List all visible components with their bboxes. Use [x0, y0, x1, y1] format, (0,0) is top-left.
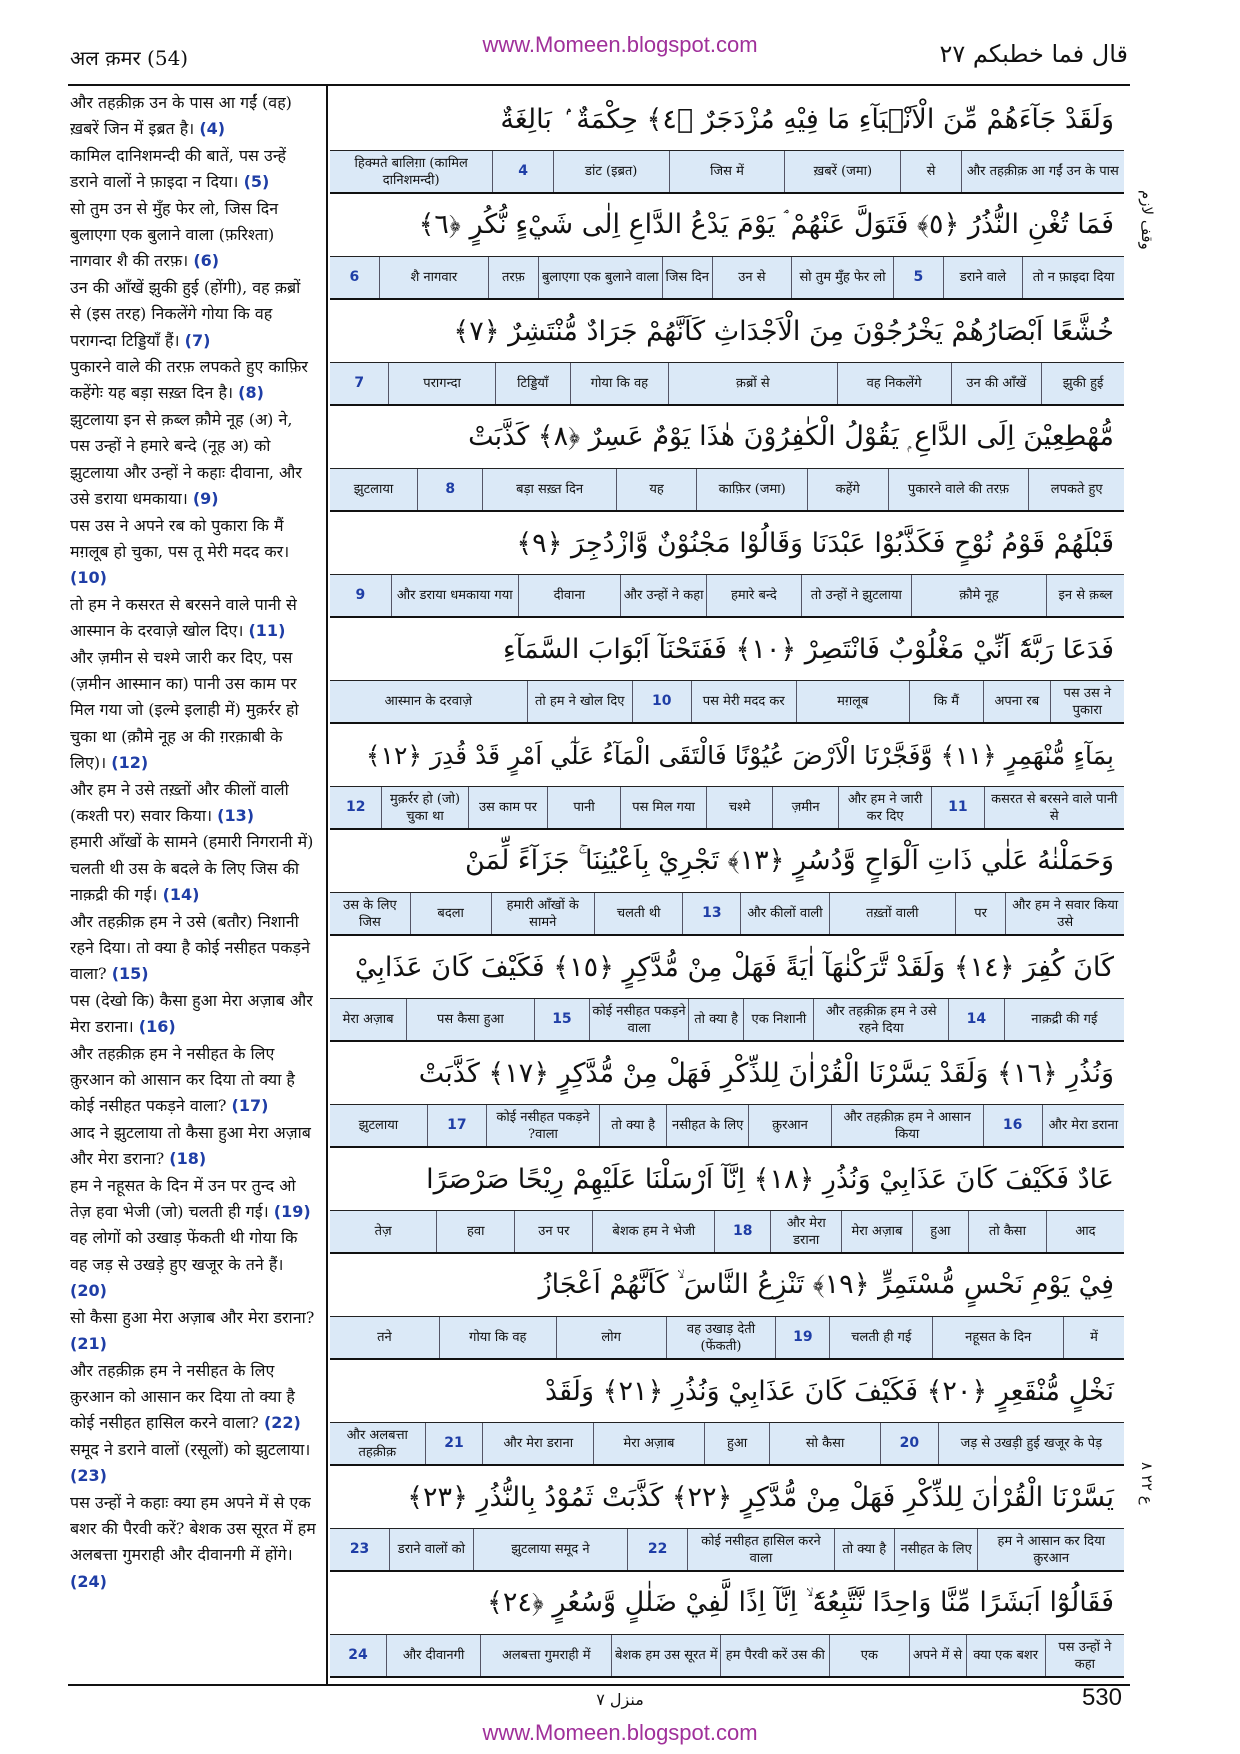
word-meaning-cell: वह निकलेंगे: [837, 363, 951, 404]
arabic-verse-line: [330, 88, 1124, 151]
verse-number: (6): [193, 251, 220, 271]
word-meaning-cell: यह: [616, 469, 697, 510]
translation-paragraph: [70, 275, 316, 354]
word-meaning-cell: उन पर: [514, 1211, 592, 1252]
word-meaning-cell: में: [1063, 1317, 1124, 1358]
translation-text: वह लोगों को उखाड़ फेंकती थी गोया कि वह जड़ से उखड़े हुए खजूर के तने हैं।: [70, 1228, 298, 1274]
verse-number: (11): [248, 621, 286, 641]
word-translation-row: [330, 1423, 1124, 1466]
word-translation-row: [330, 787, 1124, 830]
verse-number-cell: 18: [714, 1211, 770, 1252]
word-meaning-cell: कोई नसीहत पकड़ने वाला: [589, 999, 688, 1040]
word-meaning-cell: और हम ने सवार किया उसे: [1005, 893, 1124, 934]
word-meaning-cell: और दीवानगी: [386, 1635, 480, 1676]
word-meaning-cell: उस के लिए जिस: [343, 897, 397, 930]
translation-text: झुटलाया इन से क़ब्ल क़ौमे नूह (अ) ने, पस उन्हों ने हमारे बन्दे (नूह अ) को झुटलाया और उन्हों ने कहाः दीवाना, और उसे डराया धमकाया।: [70, 409, 302, 509]
verse-number: (14): [162, 885, 200, 905]
word-meaning-cell: पुकारने वाले की तरफ़: [888, 469, 1029, 510]
word-meaning-cell: और तहक़ीक़ हम ने उसे रहने दिया: [813, 999, 948, 1040]
word-translation-row: [330, 1211, 1124, 1254]
arabic-verse-line: [330, 406, 1124, 469]
word-meaning-cell: तख़्तों वाली: [829, 893, 955, 934]
word-meaning-cell: और डराया धमकाया गया: [391, 575, 518, 616]
translation-text: सो कैसा हुआ मेरा अज़ाब और मेरा डराना?: [70, 1307, 315, 1327]
word-meaning-cell: और तहक़ीक़ हम ने आसान किया: [831, 1105, 983, 1146]
verse-number-cell: 6: [349, 269, 360, 285]
manzil-label: منزل ۷: [596, 1690, 644, 1709]
arabic-verse-line: [330, 1148, 1124, 1211]
word-meaning-cell: तो क्या है: [688, 999, 743, 1040]
arabic-verse-line: [330, 618, 1124, 681]
word-translation-row: [330, 681, 1124, 724]
verse-number-cell: 12: [345, 799, 366, 815]
word-meaning-cell: कोई नसीहत पकड़ने वाला?: [486, 1105, 599, 1146]
word-meaning-cell: और मेरा डराना: [770, 1211, 841, 1252]
word-meaning-cell: तो क्या है: [599, 1105, 666, 1146]
arabic-text: وَحَمَلْنٰهُ عَلٰي ذَاتِ اَلْوَاحٍ وَّدُسُرٍ ﴿١٣﴾ تَجْرِيْ بِاَعْيُنِنَا ۚ جَزَآءً لِّمَنْ: [464, 845, 1114, 876]
translation-text: और ज़मीन से चश्मे जारी कर दिए, पस (ज़मीन आस्मान का) पानी उस काम पर मिल गया जो (इल्मे इलाही में) मुक़र्रर हो चुका था (क़ौमे नूह अ की ग़रक़ाबी के लिए)।: [70, 647, 299, 773]
translation-paragraph: [70, 777, 316, 830]
verse-number-cell: 4: [492, 151, 552, 192]
word-meaning-cell: तो न फ़ाइदा दिया: [1022, 257, 1124, 298]
word-meaning-cell: झुटलाया: [353, 482, 394, 497]
verse-number: (12): [111, 753, 149, 773]
arabic-verse-line: [330, 1042, 1124, 1105]
word-translation-row: [330, 1635, 1124, 1678]
verse-number: (18): [169, 1149, 207, 1169]
word-meaning-cell: एक: [829, 1635, 908, 1676]
word-meaning-cell: टिड्डियाँ: [495, 363, 570, 404]
verse-number: (5): [243, 172, 270, 192]
word-meaning-cell: मग़लूब: [796, 681, 909, 722]
translation-paragraph: [70, 645, 316, 777]
word-meaning-cell: बेशक हम ने भेजी: [592, 1211, 714, 1252]
translation-text: और तहक़ीक़ हम ने नसीहत के लिए क़ुरआन को आसान कर दिया तो क्या है कोई नसीहत पकड़ने वाला?: [70, 1043, 295, 1116]
word-meaning-cell: गोया कि वह: [570, 363, 668, 404]
juz-title: قال فما خطبکم ۲۷: [939, 40, 1128, 68]
translation-text: समूद ने डराने वालों (रसूलों) को झुटलाया।: [70, 1439, 311, 1459]
arabic-verse-line: [330, 1254, 1124, 1317]
word-meaning-cell: अलबत्ता गुमराही में: [480, 1635, 611, 1676]
word-meaning-cell: लोग: [556, 1317, 666, 1358]
word-meaning-cell: जिस दिन: [662, 257, 712, 298]
verse-number: (20): [70, 1281, 107, 1301]
word-translation-row: [330, 257, 1124, 300]
verse-number: (22): [263, 1413, 301, 1433]
word-meaning-cell: मेरा अज़ाब: [342, 1012, 394, 1027]
translation-paragraph: [70, 143, 316, 196]
arabic-text: مُّهْطِعِيْنَ اِلَى الدَّاعِ ۭ يَقُوْلُ الْكٰفِرُوْنَ هٰذَا يَوْمٌ عَسِرٌ ﴿٨﴾ كَذَّبَتْ: [468, 421, 1114, 452]
arabic-text: وَنُذُرِ ﴿١٦﴾ وَلَقَدْ يَسَّرْنَا الْقُرْاٰنَ لِلذِّكْرِ فَهَلْ مِنْ مُّدَّكِرٍ ﴿١٧﴾ كَذَّبَتْ: [418, 1057, 1114, 1089]
translation-text: और तहक़ीक़ हम ने उसे (बतौर) निशानी रहने दिया। तो क्या है कोई नसीहत पकड़ने वाला?: [70, 911, 310, 984]
word-translation-row: [330, 151, 1124, 194]
translation-text: पस (देखो कि) कैसा हुआ मेरा अज़ाब और मेरा डराना।: [70, 990, 313, 1037]
arabic-verse-line: [330, 1360, 1124, 1423]
translation-text: तो हम ने कसरत से बरसने वाले पानी से आस्मान के दरवाज़े खोल दिए।: [70, 594, 297, 641]
verse-number: (21): [70, 1334, 107, 1354]
word-meaning-cell: हुआ: [704, 1423, 769, 1464]
translation-paragraph: [70, 196, 316, 275]
word-meaning-cell: कसरत से बरसने वाले पानी से: [984, 787, 1124, 828]
word-meaning-cell: और अलबत्ता तहक़ीक़: [346, 1427, 408, 1460]
word-meaning-cell: क़ब्रों से: [668, 363, 836, 404]
verse-number-cell: 16: [983, 1105, 1042, 1146]
top-rule: [68, 84, 1130, 86]
arabic-verse-line: [330, 1572, 1124, 1635]
verse-number-cell: 19: [775, 1317, 829, 1358]
page-number: 530: [1081, 1684, 1122, 1711]
word-meaning-cell: क्या एक बशर: [966, 1635, 1045, 1676]
word-meaning-cell: हम पैरवी करें उस की: [720, 1635, 829, 1676]
word-meaning-cell: नसीहत के लिए: [666, 1105, 748, 1146]
verse-number: (24): [70, 1571, 107, 1591]
verse-number-cell: 7: [354, 375, 365, 391]
translation-paragraph: [70, 909, 316, 988]
word-meaning-cell: कहेंगे: [807, 469, 888, 510]
word-meaning-cell: वह उखाड़ देती (फेंकती): [666, 1317, 776, 1358]
translation-paragraph: [70, 1173, 316, 1226]
word-meaning-cell: तेज़: [374, 1224, 392, 1239]
word-meaning-cell: क़ौमे नूह: [911, 575, 1046, 616]
translation-text: आद ने झुटलाया तो कैसा हुआ मेरा अज़ाब और मेरा डराना?: [70, 1122, 311, 1169]
word-meaning-cell: पस उन्हों ने कहा: [1045, 1635, 1124, 1676]
arabic-text: خُشَّعًا اَبْصَارُهُمْ يَخْرُجُوْنَ مِنَ الْاَجْدَاثِ كَاَنَّهُمْ جَرَادٌ مُّنْتَشِرٌ ﴿٧﴾: [453, 315, 1114, 347]
word-meaning-cell: शै नागवार: [379, 257, 488, 298]
translation-text: और तहक़ीक़ उन के पास आ गईं (वह) ख़बरें जिन में इब्रत है।: [70, 93, 292, 139]
ruku-marker: ع ۲۲ ۸: [1138, 1462, 1156, 1505]
arabic-text: بِمَآءٍ مُّنْهَمِرٍ ﴿١١﴾ وَّفَجَّرْنَا الْاَرْضَ عُيُوْنًا فَالْتَقَى الْمَآءُ عَلٰٓي اَمْرٍ قَدْ قُدِرَ ﴿١٢﴾: [365, 740, 1114, 770]
word-meaning-cell: चश्मे: [706, 787, 772, 828]
word-meaning-cell: डराने वालों को: [389, 1529, 473, 1570]
verse-number: (4): [199, 119, 226, 139]
word-meaning-cell: हमारी आँखों के सामने: [491, 893, 594, 934]
word-meaning-cell: तो क्या है: [834, 1529, 894, 1570]
word-meaning-cell: दीवाना: [518, 575, 620, 616]
translation-text: पस उन्हों ने कहाः क्या हम अपने में से एक बशर की पैरवी करें? बेशक उस सूरत में हम अलबत्ता गुमराही और दीवानगी में होंगे।: [70, 1492, 316, 1565]
word-meaning-cell: कोई नसीहत हासिल करने वाला: [687, 1529, 834, 1570]
word-meaning-cell: पस उस ने पुकारा: [1050, 681, 1124, 722]
word-meaning-cell: और मेरा डराना: [482, 1423, 593, 1464]
arabic-verse-line: [330, 1466, 1124, 1529]
word-meaning-cell: आस्मान के दरवाज़े: [384, 694, 472, 709]
word-meaning-cell: उन से: [712, 257, 792, 298]
translation-text: कामिल दानिशमन्दी की बातें, पस उन्हें डराने वालों ने फ़ाइदा न दिया।: [70, 145, 286, 192]
verse-table: [330, 88, 1124, 1678]
word-meaning-cell: सो कैसा: [769, 1423, 880, 1464]
word-meaning-cell: डांट (इब्रत): [553, 151, 669, 192]
arabic-verse-line: [330, 936, 1124, 999]
word-meaning-cell: (जो) मुक़र्रर हो चुका था: [381, 787, 467, 828]
verse-number-cell: 13: [682, 893, 740, 934]
word-meaning-cell: ख़बरें (जमा): [784, 151, 900, 192]
word-meaning-cell: एक निशानी: [743, 999, 813, 1040]
word-meaning-cell: आद: [1046, 1211, 1124, 1252]
word-meaning-cell: तरफ़: [488, 257, 538, 298]
word-meaning-cell: पर: [955, 893, 1005, 934]
arabic-verse-line: [330, 830, 1124, 893]
word-meaning-cell: हिक्मते बालिग़ा (कामिल दानिशमन्दी): [354, 155, 468, 188]
word-meaning-cell: तो हम ने खोल दिए: [527, 681, 632, 722]
verse-number-cell: 11: [931, 787, 983, 828]
verse-number-cell: 14: [948, 999, 1003, 1040]
verse-number-cell: 22: [627, 1529, 687, 1570]
word-meaning-cell: उन की आँखें: [951, 363, 1042, 404]
translation-paragraph: [70, 1358, 316, 1437]
word-meaning-cell: और हम ने जारी कर दिए: [838, 787, 931, 828]
word-meaning-cell: और मेरा डराना: [1042, 1105, 1124, 1146]
word-meaning-cell: ज़मीन: [772, 787, 838, 828]
arabic-text: وَلَقَدْ جَآءَهُمْ مِّنَ الْاَنْۢبَآءِ مَا فِيْهِ مُزْدَجَرٌ ﴿٤﴾ حِكْمَةٌ ۢ بَالِغَةٌ: [500, 103, 1114, 135]
word-meaning-cell: जिस में: [669, 151, 785, 192]
bottom-rule: [68, 1684, 1130, 1686]
translation-paragraph: [70, 988, 316, 1041]
word-meaning-cell: नसीहत के लिए: [894, 1529, 978, 1570]
translation-paragraph: [70, 1490, 316, 1596]
arabic-text: فِيْ يَوْمِ نَحْسٍ مُّسْتَمِرٍّ ﴿١٩﴾ تَنْزِعُ النَّاسَ ۙ كَاَنَّهُمْ اَعْجَازُ: [538, 1269, 1114, 1300]
word-meaning-cell: क़ुरआन: [748, 1105, 830, 1146]
verse-number-cell: 21: [425, 1423, 483, 1464]
verse-number: (7): [184, 330, 211, 350]
word-meaning-cell: तो उन्हों ने झुटलाया: [801, 575, 912, 616]
arabic-verse-line: [330, 194, 1124, 257]
arabic-text: نَخْلٍ مُّنْقَعِرٍ ﴿٢٠﴾ فَكَيْفَ كَانَ عَذَابِيْ وَنُذُرِ ﴿٢١﴾ وَلَقَدْ: [544, 1375, 1114, 1407]
translation-paragraph: [70, 90, 316, 143]
word-meaning-cell: तने: [377, 1330, 392, 1345]
word-meaning-cell: मेरा अज़ाब: [841, 1211, 912, 1252]
arabic-text: قَبْلَهُمْ قَوْمُ نُوْحٍ فَكَذَّبُوْا عَبْدَنَا وَقَالُوْا مَجْنُوْنٌ وَّازْدُجِرَ ﴿٩﴾: [516, 527, 1114, 559]
word-translation-row: [330, 1105, 1124, 1148]
word-meaning-cell: बुलाएगा एक बुलाने वाला: [538, 257, 662, 298]
word-meaning-cell: गोया कि वह: [439, 1317, 556, 1358]
word-meaning-cell: अपना रब: [983, 681, 1050, 722]
column-divider: [326, 86, 328, 1684]
translation-paragraph: [70, 1305, 316, 1358]
translation-text: और तहक़ीक़ हम ने नसीहत के लिए क़ुरआन को आसान कर दिया तो क्या है कोई नसीहत हासिल करने वाला?: [70, 1360, 295, 1433]
translation-text: उन की आँखें झुकी हुई (होंगी), वह क़ब्रों से (इस तरह) निकलेंगे गोया कि वह परागन्दा टिड्डियाँ हैं।: [70, 277, 301, 350]
waqf-marker: وقف لازم: [1138, 190, 1156, 250]
verse-number-cell: 5: [893, 257, 943, 298]
verse-number-cell: 8: [417, 469, 482, 510]
word-meaning-cell: और तहक़ीक़ आ गईं उन के पास: [961, 151, 1124, 192]
verse-number-cell: 17: [427, 1105, 486, 1146]
word-meaning-cell: उस काम पर: [468, 787, 548, 828]
word-meaning-cell: नहूसत के दिन: [932, 1317, 1063, 1358]
verse-number: (9): [192, 489, 219, 509]
translation-paragraph: [70, 1120, 316, 1173]
word-translation-row: [330, 575, 1124, 618]
footer-website-url[interactable]: www.Momeen.blogspot.com: [482, 1720, 758, 1745]
word-meaning-cell: लपकते हुए: [1028, 469, 1124, 510]
verse-number-cell: 10: [632, 681, 691, 722]
word-meaning-cell: अपने में से: [909, 1635, 966, 1676]
word-meaning-cell: हमारे बन्दे: [706, 575, 800, 616]
verse-number: (23): [70, 1466, 107, 1486]
word-translation-row: [330, 893, 1124, 936]
arabic-text: كَانَ كُفِرَ ﴿١٤﴾ وَلَقَدْ تَّرَكْنٰهَآ اٰيَةً فَهَلْ مِنْ مُّدَّكِرٍ ﴿١٥﴾ فَكَيْفَ كَانَ عَذَابِيْ: [354, 951, 1114, 983]
word-meaning-cell: जड़ से उखड़ी हुई खजूर के पेड़: [938, 1423, 1124, 1464]
arabic-text: فَمَا تُغْنِ النُّذُرُ ﴿٥﴾ فَتَوَلَّ عَنْهُمْ ۘ يَوْمَ يَدْعُ الدَّاعِ اِلٰى شَيْءٍ نُّكُرٍ ﴿٦﴾: [418, 209, 1114, 240]
word-meaning-cell: पस मेरी मदद कर: [691, 681, 796, 722]
word-translation-row: [330, 999, 1124, 1042]
translation-text: और हम ने उसे तख़्तों और कीलों वाली (कश्ती पर) सवार किया।: [70, 779, 289, 825]
word-meaning-cell: काफ़िर (जमा): [696, 469, 807, 510]
word-meaning-cell: हवा: [436, 1211, 514, 1252]
word-meaning-cell: कि मैं: [909, 681, 983, 722]
translation-text: सो तुम उन से मुँह फेर लो, जिस दिन बुलाएगा एक बुलाने वाला (फ़रिश्ता) नागवार शै की तरफ़।: [70, 198, 279, 271]
translation-paragraph: [70, 829, 316, 908]
verse-number: (8): [238, 383, 264, 403]
hindi-translation-column: [70, 90, 316, 1595]
verse-number: (13): [217, 805, 255, 825]
verse-number-cell: 9: [355, 587, 366, 603]
word-meaning-cell: पानी: [547, 787, 620, 828]
word-meaning-cell: इन से क़ब्ल: [1046, 575, 1124, 616]
word-meaning-cell: पस कैसा हुआ: [406, 999, 534, 1040]
word-meaning-cell: मेरा अज़ाब: [593, 1423, 704, 1464]
verse-number: (17): [231, 1096, 269, 1116]
word-meaning-cell: हुआ: [912, 1211, 968, 1252]
translation-paragraph: [70, 592, 316, 645]
word-meaning-cell: डराने वाले: [943, 257, 1023, 298]
website-url[interactable]: www.Momeen.blogspot.com: [482, 32, 758, 57]
translation-paragraph: [70, 1041, 316, 1120]
translation-paragraph: [70, 1437, 316, 1490]
word-meaning-cell: पस मिल गया: [620, 787, 706, 828]
word-meaning-cell: सो तुम मुँह फेर लो: [791, 257, 893, 298]
word-meaning-cell: झुकी हुई: [1041, 363, 1124, 404]
word-meaning-cell: चलती थी: [594, 893, 682, 934]
arabic-text: فَقَالُوْٓا اَبَشَرًا مِّنَّا وَاحِدًا نَّتَّبِعُهٗٓ ۙ اِنَّآ اِذًا لَّفِيْ ضَلٰلٍ وَّسُعُرٍ ﴿٢٤﴾: [487, 1587, 1114, 1618]
verse-number-cell: 24: [348, 1647, 368, 1663]
translation-paragraph: [70, 407, 316, 513]
arabic-text: عَادٌ فَكَيْفَ كَانَ عَذَابِيْ وَنُذُرِ ﴿١٨﴾ اِنَّآ اَرْسَلْنَا عَلَيْهِمْ رِيْحًا صَرْصَرًا: [426, 1163, 1114, 1195]
verse-number: (10): [70, 568, 107, 588]
translation-text: पस उस ने अपने रब को पुकारा कि मैं मग़लूब हो चुका, पस तू मेरी मदद कर।: [70, 515, 290, 561]
word-meaning-cell: और कीलों वाली: [740, 893, 828, 934]
word-meaning-cell: परागन्दा: [388, 363, 494, 404]
verse-number-cell: 20: [880, 1423, 938, 1464]
word-meaning-cell: बदला: [410, 893, 491, 934]
verse-number: (19): [273, 1202, 311, 1222]
word-meaning-cell: और उन्हों ने कहा: [620, 575, 706, 616]
verse-number: (16): [138, 1017, 176, 1037]
word-meaning-cell: तो कैसा: [968, 1211, 1046, 1252]
arabic-verse-line: [330, 724, 1124, 787]
verse-number-cell: 15: [534, 999, 589, 1040]
word-meaning-cell: झुटलाया: [358, 1118, 399, 1133]
verse-number-cell: 23: [349, 1541, 370, 1557]
word-meaning-cell: बेशक हम उस सूरत में: [611, 1635, 720, 1676]
word-translation-row: [330, 1317, 1124, 1360]
translation-text: हम ने नहूसत के दिन में उन पर तुन्द ओ तेज़ हवा भेजी (जो) चलती ही गई।: [70, 1175, 296, 1222]
arabic-verse-line: [330, 300, 1124, 363]
translation-text: पुकारने वाले की तरफ़ लपकते हुए काफ़िर कहेंगेः यह बड़ा सख़्त दिन है।: [70, 357, 308, 403]
word-translation-row: [330, 363, 1124, 406]
translation-paragraph: [70, 1225, 316, 1304]
verse-number: (15): [111, 964, 149, 984]
word-meaning-cell: बड़ा सख़्त दिन: [482, 469, 615, 510]
word-translation-row: [330, 1529, 1124, 1572]
word-meaning-cell: हम ने आसान कर दिया क़ुरआन: [977, 1529, 1124, 1570]
translation-text: हमारी आँखों के सामने (हमारी निगरानी में) चलती थी उस के बदले के लिए जिस की नाक़द्री की गई।: [70, 832, 314, 905]
arabic-verse-line: [330, 512, 1124, 575]
arabic-text: يَسَّرْنَا الْقُرْاٰنَ لِلذِّكْرِ فَهَلْ مِنْ مُّدَّكِرٍ ﴿٢٢﴾ كَذَّبَتْ ثَمُوْدُ بِالنُّذُرِ ﴿٢٣﴾: [407, 1481, 1114, 1513]
word-meaning-cell: झुटलाया समूद ने: [473, 1529, 627, 1570]
word-meaning-cell: चलती ही गई: [829, 1317, 932, 1358]
translation-paragraph: [70, 513, 316, 592]
arabic-text: فَدَعَا رَبَّهٗٓ اَنِّيْ مَغْلُوْبٌ فَانْتَصِرْ ﴿١٠﴾ فَفَتَحْنَآ اَبْوَابَ السَّمَآءِ: [503, 633, 1114, 665]
word-meaning-cell: से: [900, 151, 960, 192]
word-translation-row: [330, 469, 1124, 512]
surah-name: अल क़मर (54): [70, 46, 189, 70]
translation-paragraph: [70, 354, 316, 407]
word-meaning-cell: नाक़द्री की गई: [1004, 999, 1124, 1040]
